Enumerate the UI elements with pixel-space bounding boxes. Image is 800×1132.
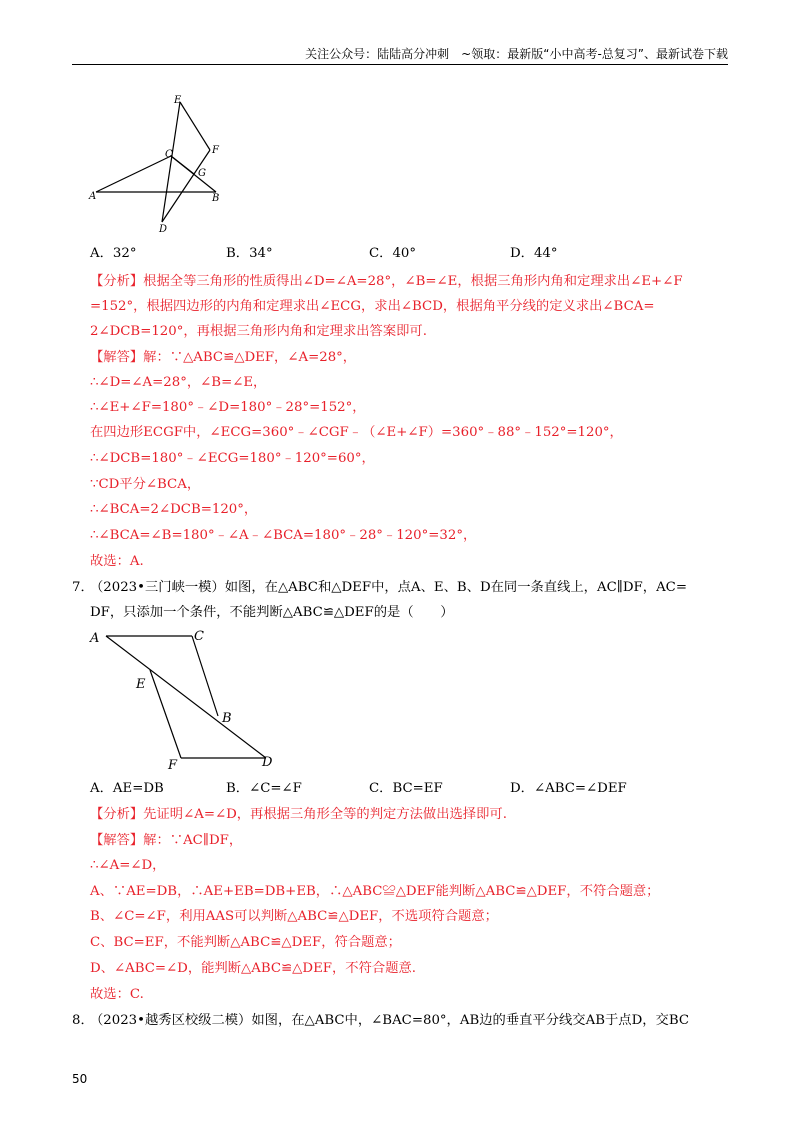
q6-solution-line: 故选：A. [90,554,144,569]
q6-option-b: B．34° [226,246,273,261]
q7-option-c: C．BC=EF [369,781,443,796]
label-G: G [198,168,206,179]
q7-solution-line: D、∠ABC=∠D，能判断△ABC≌△DEF，不符合题意. [90,961,417,976]
page-header: 关注公众号：陆陆高分冲刺 ~领取：最新版“小中高考-总复习”、最新试卷下载 [72,46,728,65]
label-D: D [159,224,168,235]
label-F: F [212,145,219,156]
figure-triangles-2 [86,624,286,774]
label-E: E [174,95,182,106]
label-F: F [168,758,178,773]
label-B: B [222,711,232,726]
q6-solution-line: 【解答】解：∵△ABC≌△DEF，∠A=28°， [90,350,357,365]
q7-stem-line-1: （2023•三门峡一模）如图，在△ABC和△DEF中，点A、E、B、D在同一条直线上，AC∥DF，AC= [90,580,688,595]
q6-analysis-line: =152°，根据四边形的内角和定理求出∠ECG，求出∠BCD，根据角平分线的定义求出∠BCA= [90,299,655,314]
label-D: D [262,755,273,770]
q7-option-d: D．∠ABC=∠DEF [510,781,627,796]
q6-solution-line: ∴∠D=∠A=28°，∠B=∠E， [90,375,267,390]
label-C: C [194,629,204,644]
q6-solution-line: ∴∠DCB=180°﹣∠ECG=180°﹣120°=60°， [90,451,375,466]
q8-stem: （2023•越秀区校级二模）如图，在△ABC中，∠BAC=80°，AB边的垂直平分线交AB于点D，交BC [90,1013,690,1028]
q6-option-a: A．32° [90,246,137,261]
q7-solution-line: B、∠C=∠F，利用AAS可以判断△ABC≌△DEF，不选项符合题意； [90,909,498,924]
label-E: E [136,677,146,692]
q6-solution-line: ∴∠BCA=2∠DCB=120°， [90,502,258,517]
label-A: A [90,631,100,646]
q7-option-b: B．∠C=∠F [226,781,302,796]
q6-analysis-line: 2∠DCB=120°，再根据三角形内角和定理求出答案即可. [90,324,427,339]
q6-option-d: D．44° [510,246,558,261]
q6-solution-line: ∴∠E+∠F=180°﹣∠D=180°﹣28°=152°， [90,400,366,415]
q7-solution-line: ∴∠A=∠D， [90,858,166,873]
figure-triangles-1 [84,90,244,240]
page-number: 50 [72,1072,88,1086]
label-B: B [212,193,220,204]
q7-stem-line-2: DF，只添加一个条件，不能判断△ABC≌△DEF的是（ ） [90,605,454,620]
label-C: C [165,149,173,160]
q7-solution-line: A、∵AE=DB，∴AE+EB=DB+EB，∴△ABC≌△DEF能判断△ABC≌△DEF，不符合题意； [90,884,660,899]
q7-solution-line: 故选：C. [90,987,144,1002]
q6-solution-line: ∵CD平分∠BCA， [90,477,201,492]
q7-solution-line: 【解答】解：∵AC∥DF， [90,833,243,848]
q6-analysis-line: 【分析】根据全等三角形的性质得出∠D=∠A=28°，∠B=∠E，根据三角形内角和定理求出∠E+∠F [90,274,683,289]
q7-solution-line: C、BC=EF，不能判断△ABC≌△DEF，符合题意； [90,935,401,950]
q7-option-a: A．AE=DB [90,781,164,796]
q8-number: 8． [72,1013,94,1028]
q6-option-c: C．40° [369,246,417,261]
q7-number: 7． [72,580,94,595]
q6-solution-line: ∴∠BCA=∠B=180°﹣∠A﹣∠BCA=180°﹣28°﹣120°=32°， [90,528,477,543]
q7-analysis: 【分析】先证明∠A=∠D，再根据三角形全等的判定方法做出选择即可. [90,807,507,822]
label-A: A [89,191,97,202]
q6-solution-line: 在四边形ECGF中，∠ECG=360°﹣∠CGF﹣（∠E+∠F）=360°﹣88°﹣152°=120°， [90,425,623,440]
